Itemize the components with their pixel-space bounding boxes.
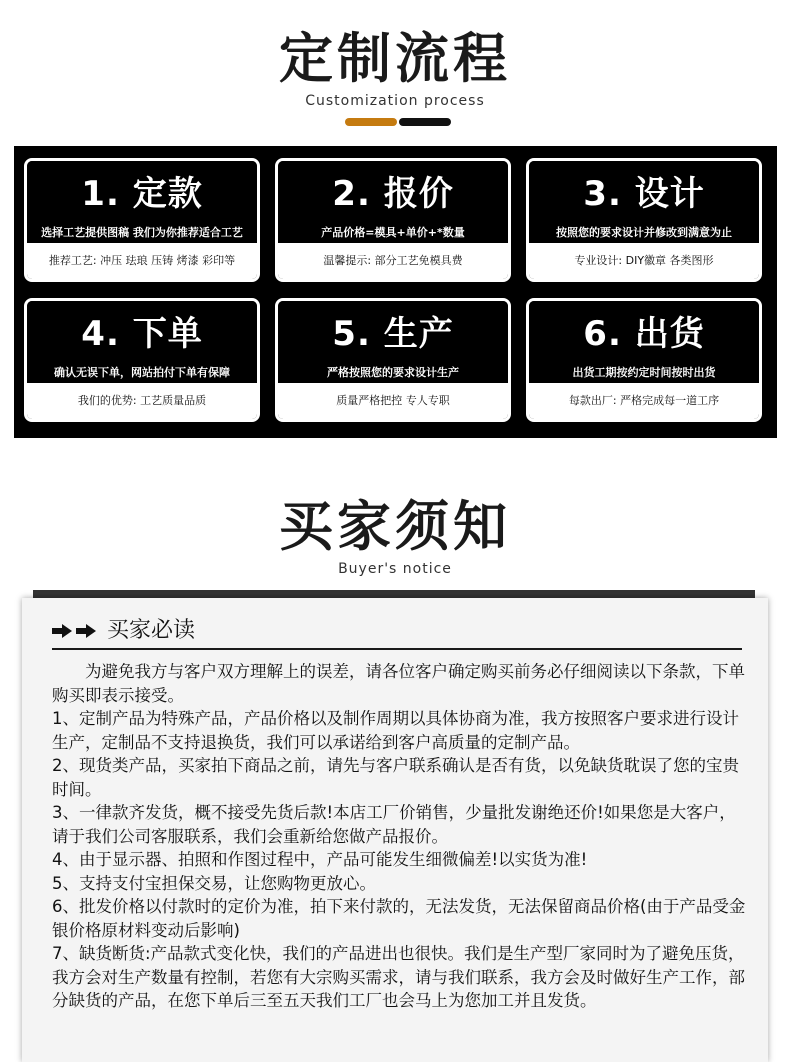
notice-item: 7、缺货断货:产品款式变化快，我们的产品进出也很快。我们是生产型厂家同时为了避免压货，我方会对生产数量有控制，若您有大宗购买需求，请与我们联系，我方会及时做好生产工作，部分缺货的产品，在您下单后三至五天我们工厂也会马上为您加工并且发货。 [52, 944, 745, 1010]
step-foot: 每款出厂: 严格完成每一道工序 [529, 383, 759, 419]
notice-item: 2、现货类产品，买家拍下商品之前，请先与客户联系确认是否有货，以免缺货耽误了您的宝贵时间。 [52, 756, 739, 799]
notice-heading-label: 买家必读 [107, 618, 196, 643]
notice-title: 买家须知 [279, 495, 511, 558]
step-card-1 [24, 158, 260, 282]
process-header [0, 27, 790, 109]
step-desc: 产品价格=模具+单价+*数量 [321, 226, 465, 239]
step-foot: 推荐工艺: 冲压 珐琅 压铸 烤漆 彩印等 [27, 243, 257, 279]
notice-item: 3、一律款齐发货，概不接受先货后款!本店工厂价销售，少量批发谢绝还价!如果您是大客户，请于我们公司客服联系，我们会重新给您做产品报价。 [52, 803, 736, 846]
step-title: 6. 出货 [583, 314, 705, 354]
step-desc: 确认无误下单，网站拍付下单有保障 [54, 366, 230, 379]
step-desc: 按照您的要求设计并修改到满意为止 [556, 226, 732, 239]
notice-subtitle: Buyer's notice [338, 561, 452, 577]
notice-item: 5、支持支付宝担保交易，让您购物更放心。 [52, 873, 376, 893]
step-desc: 严格按照您的要求设计生产 [327, 366, 459, 379]
arrow-right-icon [76, 624, 100, 638]
notice-item: 4、由于显示器、拍照和作图过程中，产品可能发生细微偏差!以实货为准! [52, 850, 588, 869]
step-title: 1. 定款 [81, 174, 203, 214]
step-desc: 选择工艺提供图稿 我们为你推荐适合工艺 [41, 226, 243, 239]
process-subtitle: Customization process [305, 93, 485, 109]
notice-body [52, 660, 752, 1013]
step-title: 3. 设计 [583, 174, 705, 214]
step-foot: 我们的优势: 工艺质量品质 [27, 383, 257, 419]
notice-item: 6、批发价格以付款时的定价为准，拍下来付款的，无法发货，无法保留商品价格(由于产品受金银价格原材料变动后影响) [52, 897, 746, 940]
step-title: 2. 报价 [332, 174, 454, 214]
step-card-2 [275, 158, 511, 282]
step-card-4 [24, 298, 260, 422]
notice-item: 1、定制产品为特殊产品，产品价格以及制作周期以具体协商为准，我方按照客户要求进行设计生产，定制品不支持退换货，我们可以承诺给到客户高质量的定制产品。 [52, 709, 739, 752]
process-title: 定制流程 [279, 27, 511, 90]
step-title: 4. 下单 [81, 314, 203, 354]
step-foot: 温馨提示: 部分工艺免模具费 [278, 243, 508, 279]
step-title: 5. 生产 [332, 314, 454, 354]
process-steps-panel [14, 146, 777, 438]
notice-header [0, 495, 790, 577]
notice-heading [52, 614, 742, 650]
step-foot: 专业设计: DIY徽章 各类图形 [529, 243, 759, 279]
arrow-right-icon [52, 624, 76, 638]
step-card-6 [526, 298, 762, 422]
notice-intro: 为避免我方与客户双方理解上的误差，请各位客户确定购买前务必仔细阅读以下条款，下单购买即表示接受。 [52, 662, 745, 705]
underline-bar-black [399, 118, 451, 126]
step-foot: 质量严格把控 专人专职 [278, 383, 508, 419]
step-desc: 出货工期按约定时间按时出货 [572, 366, 716, 379]
step-card-3 [526, 158, 762, 282]
underline-bar-orange [345, 118, 397, 126]
step-card-5 [275, 298, 511, 422]
